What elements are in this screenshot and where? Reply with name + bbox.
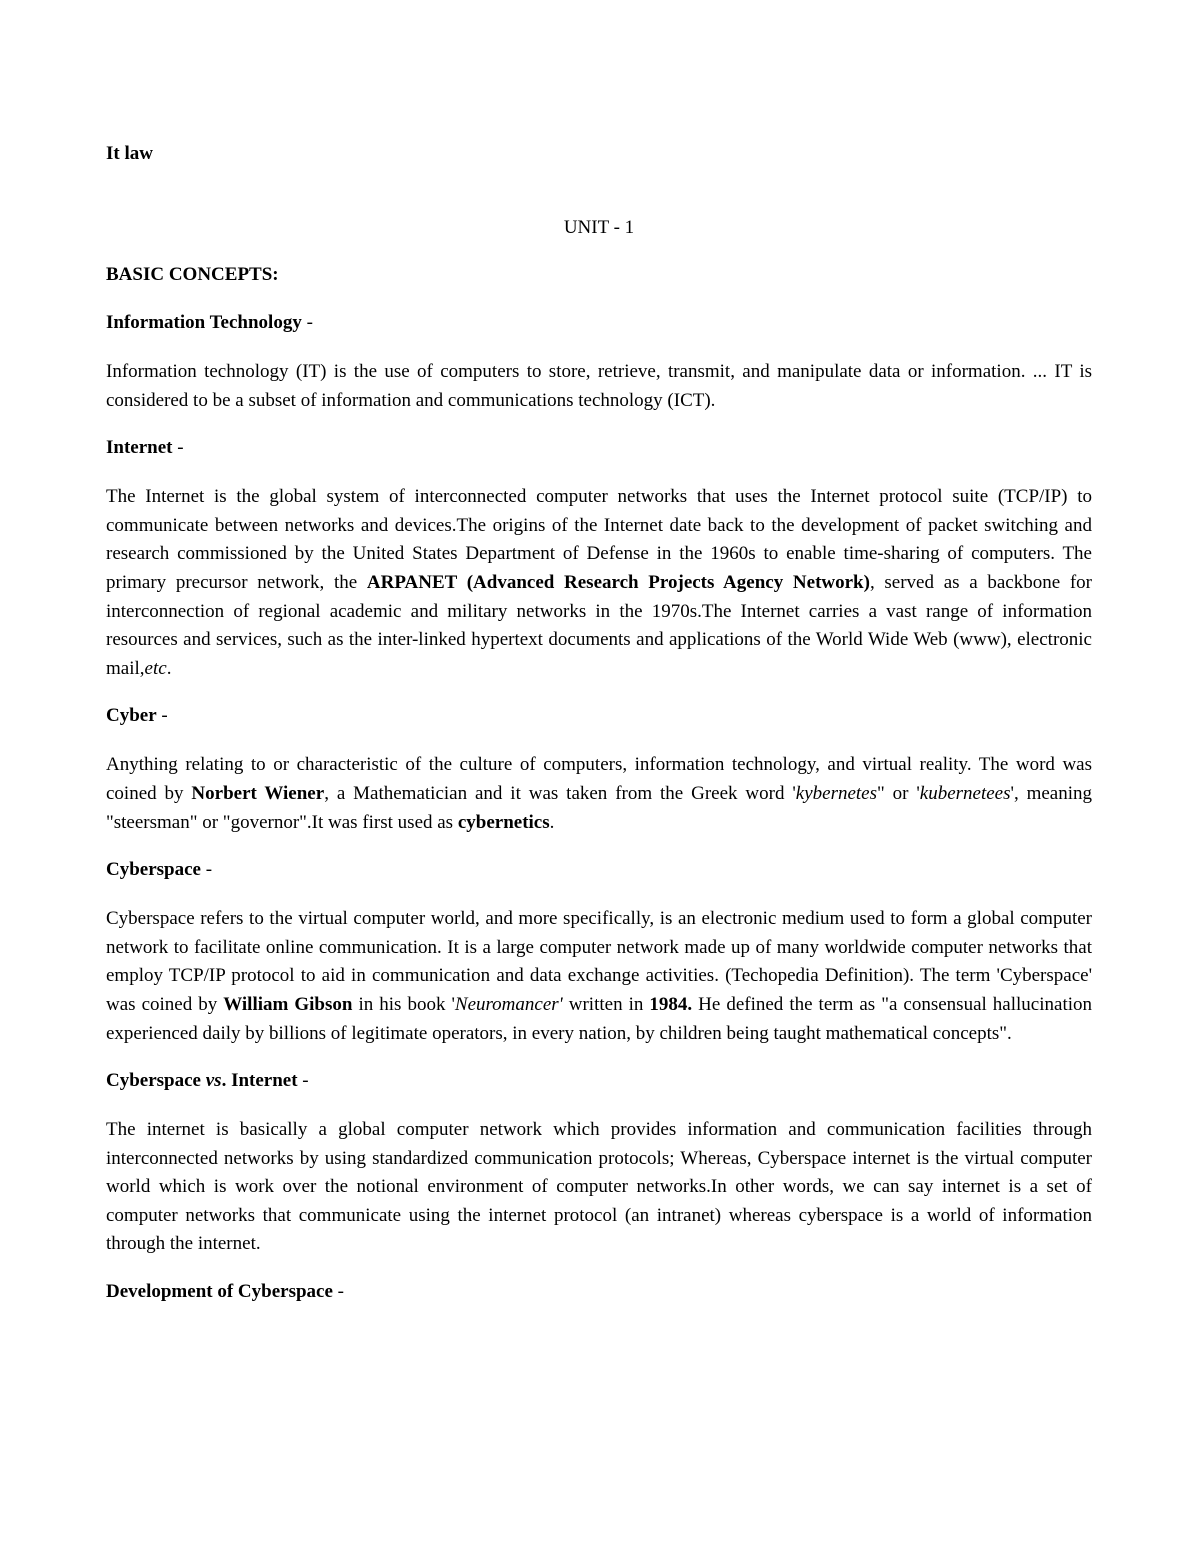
it-heading xyxy=(106,310,1092,336)
cyber-heading-text: Cyber xyxy=(106,705,157,727)
kybernetes-word: kybernetes xyxy=(795,782,877,804)
cyberspace-text-d: He defined the term as "a consensual hallucination experienced daily by billions of legitimate operators, in every nation, by children being taught mathematical concepts". xyxy=(106,993,1092,1044)
vs-heading-a: Cyberspace xyxy=(106,1070,206,1092)
cyberspace-text-a: Cyberspace refers to the virtual computer world, and more specifically, is an electronic medium used to form a global computer network to facilitate online communication. It is a large computer network made up of many worldwide computer networks that employ TCP/IP protocol to aid in communication and data exchange activities. (Techopedia Definition). The term 'Cyberspace' was coined by xyxy=(106,908,1092,1015)
internet-heading-dash: - xyxy=(172,437,184,459)
cyber-text-d: ', meaning "steersman" or "governor".It was first used as xyxy=(106,782,1092,833)
it-paragraph: Information technology (IT) is the use of computers to store, retrieve, transmit, and manipulate data or information. ... IT is considered to be a subset of information and communications technology (ICT). xyxy=(106,361,1092,411)
william-gibson-name: William Gibson xyxy=(223,993,353,1015)
internet-text-b: , served as a backbone for interconnection of regional academic and military networks in the 1970s.The Internet carries a vast range of information resources and services, such as the inter-linked hypertext documents and applications of the World Wide Web (www), electronic mail, xyxy=(106,571,1093,679)
cyberspace-text-c: written in xyxy=(562,993,650,1015)
it-heading-text: Information Technology xyxy=(106,312,302,333)
document-title: It law xyxy=(106,143,153,164)
development-heading-dash: - xyxy=(332,1281,344,1303)
cyber-text-a: Anything relating to or characteristic of the culture of computers, information technology, and virtual reality. The word was coined by xyxy=(106,754,1092,804)
etc-text: etc xyxy=(144,657,167,679)
internet-text-a: The Internet is the global system of interconnected computer networks that uses the Internet protocol suite (TCP/IP) to communicate between networks and devices.The origins of the Internet date back to the development of packet switching and research commissioned by the United States Department of Defense in the 1960s to enable time-sharing of computers. The primary precursor network, the xyxy=(106,486,1092,593)
cyberspace-text-b: in his book ' xyxy=(352,993,455,1015)
cyberspace-vs-internet-paragraph: The internet is basically a global computer network which provides information and communication facilities through interconnected networks by using standardized communication protocols; Whereas, Cyberspace internet is the virtual computer world which is work over the notional environment of computer networks.In other words, we can say internet is a set of computer networks that communicate using the internet protocol (an intranet) whereas cyberspace is a world of information through the internet. xyxy=(106,1119,1092,1255)
vs-heading-b: . Internet xyxy=(221,1070,298,1092)
cyberspace-heading xyxy=(106,857,1092,883)
arpanet-term: ARPANET (Advanced Research Projects Agency Network) xyxy=(366,571,870,593)
document-body xyxy=(106,262,1092,1327)
development-heading xyxy=(106,1279,1092,1305)
cyberspace-vs-internet-heading xyxy=(106,1068,1092,1094)
section-title: BASIC CONCEPTS: xyxy=(106,264,279,285)
cyber-paragraph xyxy=(106,751,1092,837)
cyberspace-heading-text: Cyberspace xyxy=(106,859,201,881)
neuromancer-title: Neuromancer' xyxy=(454,993,563,1015)
cyber-heading-dash: - xyxy=(156,705,168,727)
cyber-text-end: . xyxy=(549,811,555,833)
kubernetees-word: kubernetees xyxy=(919,782,1011,804)
cyberspace-heading-dash: - xyxy=(200,859,213,881)
cyber-heading xyxy=(106,703,1092,729)
norbert-wiener-name: Norbert Wiener xyxy=(191,782,325,804)
internet-paragraph xyxy=(106,483,1092,683)
year-1984: 1984. xyxy=(649,993,693,1015)
internet-text-end: . xyxy=(166,657,172,679)
internet-heading xyxy=(106,435,1092,461)
vs-heading-vs: vs xyxy=(205,1070,222,1092)
cyberspace-paragraph xyxy=(106,905,1092,1048)
cyber-text-b: , a Mathematician and it was taken from the Greek word ' xyxy=(324,782,796,804)
vs-heading-dash: - xyxy=(297,1070,309,1092)
cybernetics-term: cybernetics xyxy=(457,811,550,833)
unit-heading: UNIT - 1 xyxy=(563,217,635,238)
it-heading-dash: - xyxy=(301,312,313,333)
internet-heading-text: Internet xyxy=(106,437,173,459)
development-heading-text: Development of Cyberspace xyxy=(106,1281,333,1303)
cyber-text-c: " or ' xyxy=(877,782,920,804)
